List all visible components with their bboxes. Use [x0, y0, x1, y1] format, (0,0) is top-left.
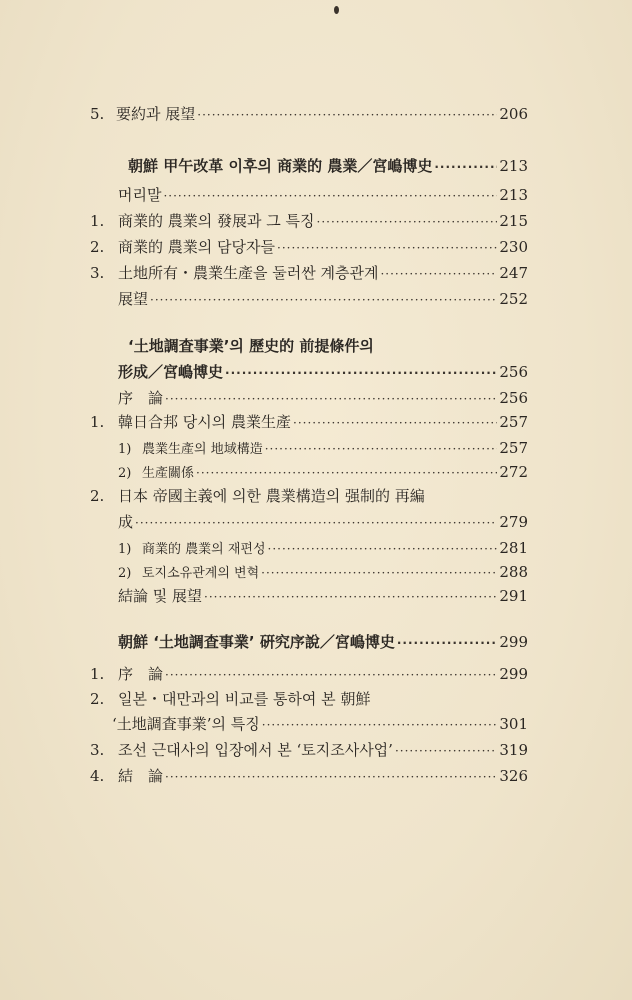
entry-page: 272	[499, 463, 528, 481]
dot-leader	[261, 563, 497, 583]
dot-leader	[268, 539, 498, 559]
entry-title: 韓日合邦 당시의 農業生產	[118, 413, 292, 431]
toc-entry	[90, 740, 528, 761]
dot-leader	[225, 363, 497, 383]
chapter-heading	[128, 156, 528, 177]
entry-number: 4.	[90, 767, 105, 785]
entry-number: 1)	[118, 542, 132, 557]
entry-page: 257	[499, 439, 528, 457]
toc-subentry	[118, 538, 528, 560]
entry-page: 213	[499, 186, 528, 204]
chapter-heading	[118, 632, 528, 653]
entry-page: 291	[499, 587, 528, 605]
entry-page: 279	[499, 513, 528, 531]
toc-entry	[90, 689, 528, 709]
entry-title: 展望	[118, 290, 149, 308]
chapter-page: 256	[499, 363, 528, 381]
toc-subentry	[118, 438, 528, 460]
entry-page: 319	[499, 741, 528, 759]
toc-entry	[90, 664, 528, 685]
entry-number: 3.	[90, 264, 105, 282]
dot-leader	[265, 439, 498, 459]
entry-number: 2.	[90, 487, 105, 505]
entry-page: 256	[499, 389, 528, 407]
dot-leader	[204, 587, 497, 607]
entry-title: 머리말	[118, 186, 162, 204]
entry-page: 301	[499, 715, 528, 733]
entry-title: 成	[118, 513, 134, 531]
dot-leader	[397, 633, 498, 653]
entry-page: 215	[499, 212, 528, 230]
ink-mark	[334, 6, 339, 14]
toc-entry	[90, 185, 528, 206]
entry-number: 1.	[90, 413, 105, 431]
entry-title: 結論 및 展望	[118, 587, 203, 605]
entry-title: 日本 帝國主義에 의한 農業構造의 强制的 再編	[118, 487, 425, 505]
chapter-title: 形成／宮嶋博史	[118, 363, 224, 381]
entry-page: 299	[499, 665, 528, 683]
entry-page: 281	[499, 539, 528, 557]
entry-page: 230	[499, 238, 528, 256]
dot-leader	[163, 186, 497, 206]
entry-number: 2.	[90, 690, 105, 708]
toc-entry	[90, 766, 528, 787]
toc-entry	[90, 263, 528, 284]
dot-leader	[293, 413, 497, 433]
entry-number: 1.	[90, 665, 105, 683]
entry-title: 結 論	[118, 767, 164, 785]
entry-number: 2)	[118, 566, 132, 581]
chapter-heading: ‘土地調査事業’의 歷史的 前提條件의	[128, 337, 374, 355]
toc-entry	[90, 486, 528, 506]
entry-title: 商業的 農業의 담당자들	[118, 238, 275, 256]
entry-page: 206	[499, 105, 528, 123]
entry-title: 序 論	[118, 665, 164, 683]
dot-leader	[434, 157, 497, 177]
toc-entry	[90, 211, 528, 232]
toc-entry-cont	[112, 714, 528, 735]
dot-leader	[135, 513, 497, 533]
toc-entry-cont	[118, 512, 528, 533]
entry-number: 3.	[90, 741, 105, 759]
toc-entry	[90, 289, 528, 310]
entry-page: 288	[499, 563, 528, 581]
dot-leader	[262, 715, 498, 735]
entry-number: 1)	[118, 442, 132, 457]
dot-leader	[196, 463, 497, 483]
entry-title: 토지소유관계의 변혁	[142, 566, 260, 581]
entry-page: 247	[499, 264, 528, 282]
entry-title: 조선 근대사의 입장에서 본 ‘토지조사사업’	[118, 741, 393, 759]
dot-leader	[317, 212, 498, 232]
dot-leader	[165, 767, 497, 787]
entry-title: 商業的 農業의 發展과 그 특징	[118, 212, 315, 230]
dot-leader	[165, 389, 497, 409]
entry-page: 326	[499, 767, 528, 785]
entry-title: 土地所有・農業生產을 둘러싼 계층관계	[118, 264, 379, 282]
toc-subentry	[118, 462, 528, 484]
entry-title: 商業的 農業의 재편성	[142, 542, 266, 557]
entry-page: 257	[499, 413, 528, 431]
entry-page: 252	[499, 290, 528, 308]
chapter-title: 朝鮮 ‘土地調査事業’ 硏究序說／宮嶋博史	[118, 633, 395, 651]
entry-number: 1.	[90, 212, 105, 230]
toc-entry	[90, 412, 528, 433]
toc-entry	[118, 586, 528, 607]
chapter-page: 299	[499, 633, 528, 651]
toc-entry	[90, 388, 528, 409]
entry-title: 序 論	[118, 389, 164, 407]
entry-title: 일본・대만과의 비교를 통하여 본 朝鮮	[118, 690, 371, 708]
dot-leader	[150, 290, 497, 310]
toc-subentry	[118, 562, 528, 584]
entry-title: 生產關係	[142, 466, 195, 481]
chapter-heading-cont	[118, 362, 528, 383]
dot-leader	[380, 264, 497, 284]
entry-number: 2)	[118, 466, 132, 481]
entry-number: 2.	[90, 238, 105, 256]
dot-leader	[197, 105, 497, 125]
toc-entry	[90, 237, 528, 258]
chapter-page: 213	[499, 157, 528, 175]
chapter-title: 朝鮮 甲午改革 이후의 商業的 農業／宮嶋博史	[128, 157, 433, 175]
entry-title: 農業生產의 地域構造	[142, 442, 263, 457]
dot-leader	[277, 238, 497, 258]
dot-leader	[395, 741, 497, 761]
entry-number: 5.	[90, 105, 105, 123]
entry-title: 要約과 展望	[116, 105, 196, 123]
toc-entry	[90, 104, 528, 125]
dot-leader	[165, 665, 497, 685]
entry-title: ‘土地調査事業’의 특징	[112, 715, 260, 733]
